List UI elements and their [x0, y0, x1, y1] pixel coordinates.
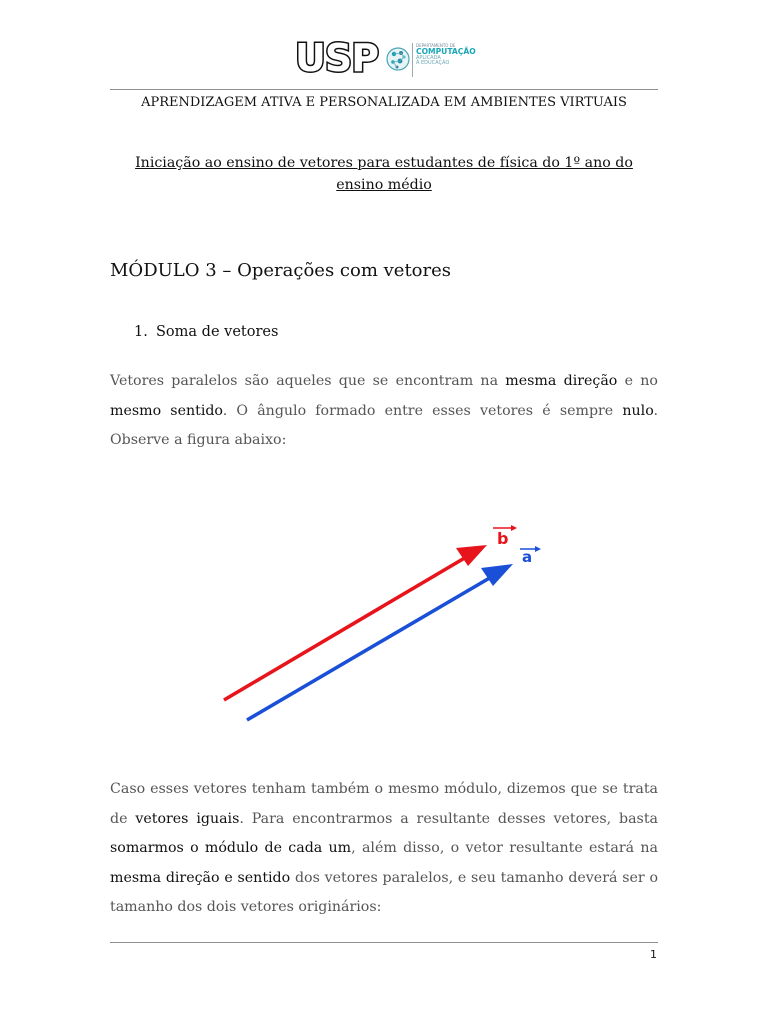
highlight-mesmo-sentido: mesmo sentido: [110, 402, 223, 419]
paragraph-parallel-vectors: [110, 367, 658, 456]
module-title: MÓDULO 3 – Operações com vetores: [110, 260, 452, 281]
vector-b-label-arrowhead: [511, 525, 517, 531]
section-title: Soma de vetores: [156, 324, 279, 340]
document-subtitle: [110, 152, 658, 196]
subtitle-line-2: ensino médio: [336, 177, 432, 193]
logo-line-1: DEPARTAMENTO DE: [416, 43, 456, 48]
logo-department-text: [416, 44, 476, 67]
highlight-mesma-direcao: mesma direção: [505, 373, 618, 389]
brain-icon: [385, 42, 411, 76]
page-number: 1: [650, 948, 657, 961]
paragraph2-text-1: Caso esses vetores tenham também o mesmo módulo, dizemos que se trata de: [110, 781, 658, 827]
vector-b-label: b: [497, 529, 509, 548]
paragraph-equal-vectors: [110, 775, 658, 923]
parallel-vectors-figure: [215, 520, 555, 730]
highlight-nulo: nulo: [622, 402, 654, 419]
logo-divider: [412, 43, 413, 77]
vector-b-line: [224, 556, 468, 700]
vector-a-line: [247, 576, 493, 720]
paragraph2-text-4: dos vetores paralelos, e seu tamanho deverá ser o tamanho dos dois vetores originários:: [110, 869, 658, 915]
paragraph1-text-3: . O ângulo formado entre esses vetores é sempre: [222, 402, 623, 419]
logo-line-2: COMPUTAÇÃO: [416, 47, 476, 57]
paragraph1-text-2: e no: [617, 373, 658, 389]
header-divider: [110, 89, 658, 90]
highlight-vetores-iguais: vetores iguais: [135, 810, 240, 827]
usp-logo-text: USP: [295, 36, 379, 80]
paragraph2-text-2: . Para encontrarmos a resultante desses vetores, basta: [239, 810, 658, 827]
logo-line-3: APLICADA: [416, 55, 441, 62]
logo-line-4: À EDUCAÇÃO: [416, 60, 450, 67]
vector-a-label: a: [522, 548, 533, 566]
section-number: 1.: [134, 324, 148, 340]
footer-divider: [110, 942, 658, 943]
vector-a-arrowhead: [481, 564, 513, 586]
paragraph1-text-4: . Observe a figura abaixo:: [110, 402, 659, 448]
vector-b-arrowhead: [456, 545, 487, 566]
paragraph1-text-1: Vetores paralelos são aqueles que se encontram na: [110, 373, 506, 389]
vector-a-label-arrowhead: [535, 546, 541, 552]
section-heading: [134, 324, 278, 340]
highlight-somarmos-modulo: somarmos o módulo de cada um: [110, 840, 352, 856]
paragraph2-text-3: , além disso, o vetor resultante estará na: [351, 840, 658, 856]
usp-logo: [295, 36, 476, 80]
subtitle-line-1: Iniciação ao ensino de vetores para estudantes de física do 1º ano do: [135, 155, 633, 171]
highlight-mesma-direcao-sentido: mesma direção e sentido: [110, 869, 291, 886]
header-title: APRENDIZAGEM ATIVA E PERSONALIZADA EM AMBIENTES VIRTUAIS: [141, 95, 627, 110]
